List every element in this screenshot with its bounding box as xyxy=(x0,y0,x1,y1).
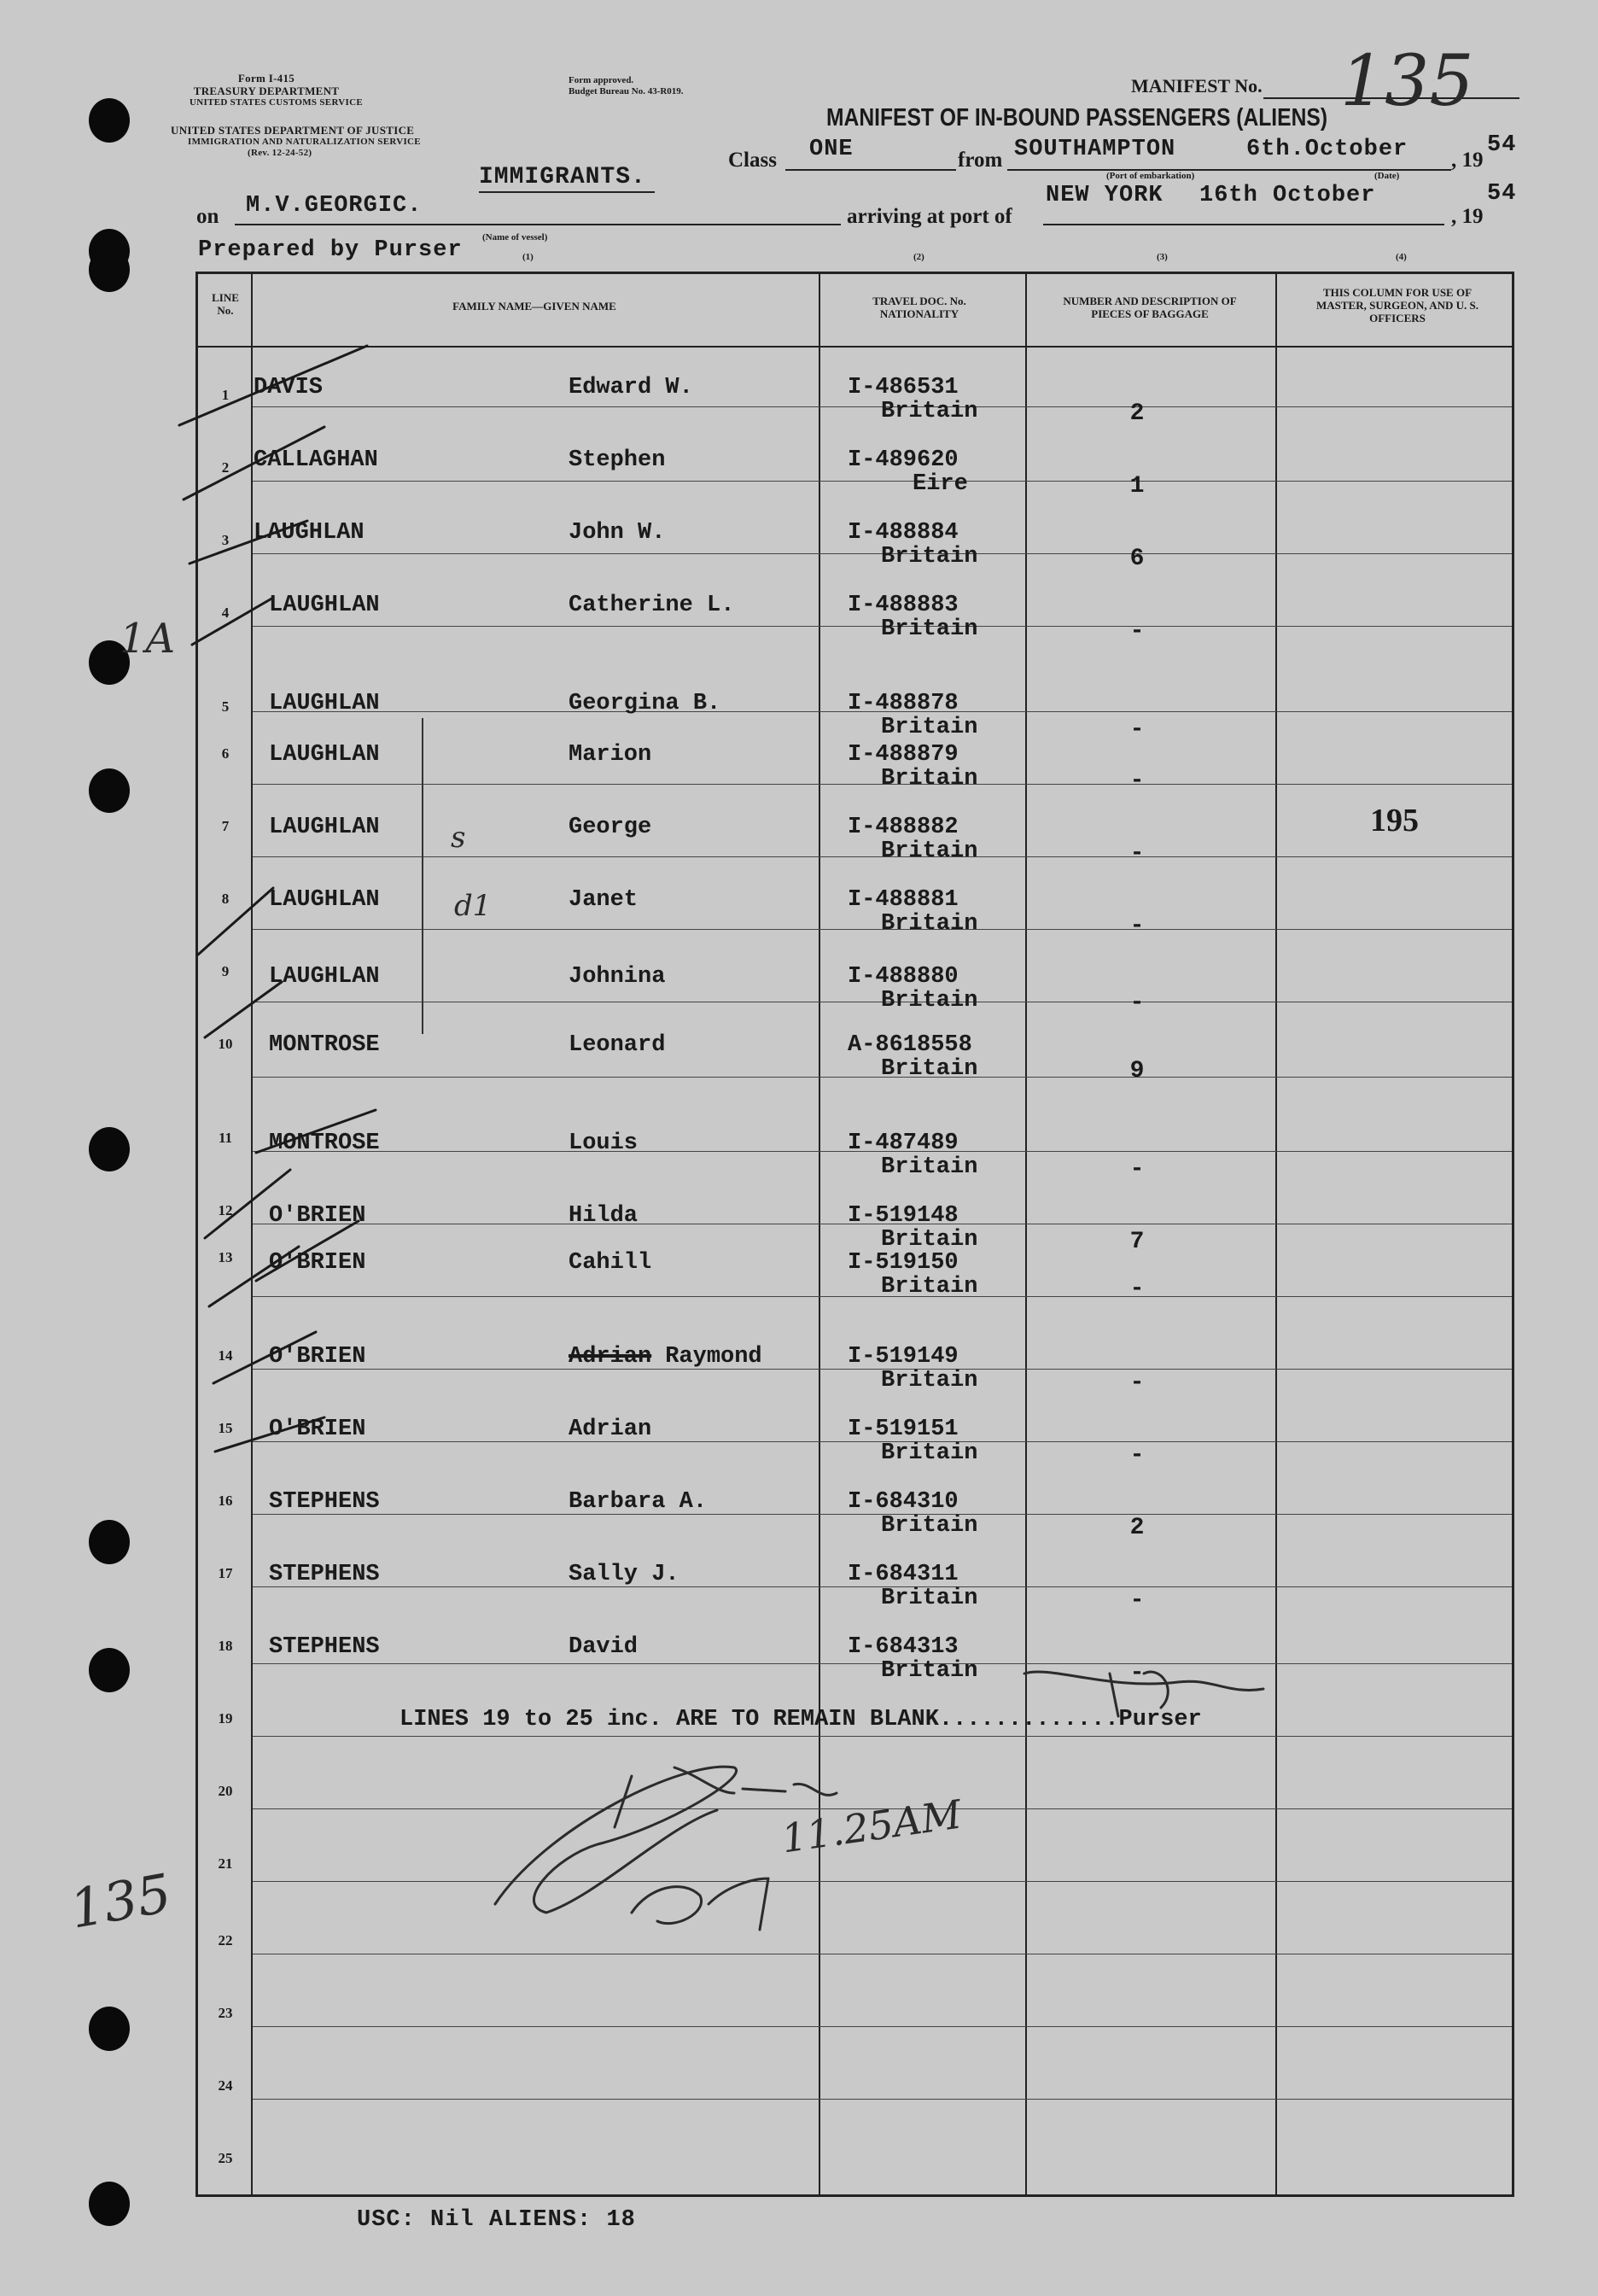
form-revision: (Rev. 12-24-52) xyxy=(248,148,312,158)
on-label: on xyxy=(196,205,219,228)
header-travel-doc: TRAVEL DOC. No. NATIONALITY xyxy=(872,295,966,320)
binder-hole xyxy=(89,1127,130,1171)
col-no-3: (3) xyxy=(1157,252,1168,262)
baggage-count: - xyxy=(1129,1442,1145,1469)
line-number: 21 xyxy=(218,1855,233,1872)
travel-doc-no: I-489620 xyxy=(848,447,959,473)
travel-doc-no: I-488879 xyxy=(848,742,959,768)
line-number: 6 xyxy=(221,745,230,762)
line-number: 11 xyxy=(218,1130,233,1146)
family-name: DAVIS xyxy=(254,375,324,400)
line-number: 5 xyxy=(221,698,230,715)
family-name: CALLAGHAN xyxy=(254,447,378,473)
given-name: Johnina xyxy=(569,964,666,990)
class-line xyxy=(785,169,956,171)
line-number: 7 xyxy=(221,818,230,834)
approval-block xyxy=(569,75,684,97)
nationality: Britain xyxy=(881,838,978,864)
blank-lines-notice xyxy=(400,1707,1202,1732)
nationality: Britain xyxy=(881,1274,978,1300)
baggage-count: 7 xyxy=(1129,1229,1145,1255)
given-name xyxy=(569,1344,762,1370)
immigrants-label: IMMIGRANTS. xyxy=(479,164,646,190)
nationality: Britain xyxy=(881,1513,978,1539)
family-name: LAUGHLAN xyxy=(254,520,365,546)
class-value: ONE xyxy=(809,137,854,162)
nationality: Britain xyxy=(881,399,978,424)
bracket-mark-d: d1 xyxy=(454,889,492,923)
arrival-year-prefix: , 19 xyxy=(1451,205,1484,228)
binder-hole xyxy=(89,2182,130,2226)
vessel-caption: (Name of vessel) xyxy=(482,232,548,242)
row-rule xyxy=(253,481,1512,482)
line-number: 14 xyxy=(218,1347,233,1364)
travel-doc-no: A-8618558 xyxy=(848,1032,972,1058)
nationality: Britain xyxy=(881,766,978,792)
nationality: Britain xyxy=(881,1658,978,1684)
family-name: LAUGHLAN xyxy=(269,742,380,768)
purser-dots: ............ xyxy=(953,1707,1119,1732)
travel-doc-no: I-488884 xyxy=(848,520,959,546)
travel-doc-no: I-519148 xyxy=(848,1203,959,1229)
vessel-name: M.V.GEORGIC. xyxy=(246,193,423,219)
line-number: 17 xyxy=(218,1565,233,1581)
line-number: 10 xyxy=(218,1036,233,1052)
family-name: MONTROSE xyxy=(269,1032,380,1058)
baggage-count: 6 xyxy=(1129,546,1145,572)
given-name: George xyxy=(569,815,652,840)
nationality: Britain xyxy=(881,544,978,570)
line-number: 22 xyxy=(218,1932,233,1948)
struck-given-name: Adrian xyxy=(569,1344,652,1370)
left-margin-note: 1A xyxy=(120,615,176,663)
line-number: 2 xyxy=(221,459,230,476)
time-stamp-handwritten: 11.25AM xyxy=(779,1791,965,1862)
given-name: Marion xyxy=(569,742,652,768)
row-rule xyxy=(253,1881,1512,1882)
line-number: 12 xyxy=(218,1202,233,1218)
baggage-count: - xyxy=(1129,1587,1145,1614)
line-number: 20 xyxy=(218,1783,233,1799)
line-number: 13 xyxy=(218,1249,233,1265)
family-name: O'BRIEN xyxy=(269,1250,366,1276)
binder-hole xyxy=(89,1648,130,1692)
given-name: Cahill xyxy=(569,1250,652,1276)
given-name: Barbara A. xyxy=(569,1489,708,1515)
nationality: Britain xyxy=(881,1440,978,1466)
left-margin-number: 135 xyxy=(65,1861,176,1941)
family-name: LAUGHLAN xyxy=(269,593,380,618)
vessel-line xyxy=(235,224,841,225)
family-bracket xyxy=(422,718,423,1034)
line-number: 3 xyxy=(221,532,230,548)
binder-hole xyxy=(89,768,130,813)
line-number: 18 xyxy=(218,1638,233,1654)
line-number: 24 xyxy=(218,2077,233,2094)
nationality: Britain xyxy=(881,1586,978,1611)
travel-doc-no: I-684310 xyxy=(848,1489,959,1515)
family-name: LAUGHLAN xyxy=(269,691,380,716)
family-name: LAUGHLAN xyxy=(269,887,380,913)
travel-doc-no: I-488881 xyxy=(848,887,959,913)
nationality: Britain xyxy=(881,616,978,642)
nationality: Eire xyxy=(913,471,968,497)
nationality: Britain xyxy=(881,988,978,1014)
given-name: Hilda xyxy=(569,1203,639,1229)
travel-doc-no: I-519151 xyxy=(848,1417,959,1442)
bracket-mark-s: s xyxy=(451,821,466,855)
form-agency-block xyxy=(190,72,364,108)
row-rule xyxy=(253,2026,1512,2027)
class-label: Class xyxy=(728,149,777,172)
from-port: SOUTHAMPTON xyxy=(1014,137,1176,162)
line-number: 4 xyxy=(221,605,230,621)
col-divider xyxy=(1025,274,1027,2194)
family-name: MONTROSE xyxy=(269,1130,380,1156)
budget-bureau: Budget Bureau No. 43-R019. xyxy=(569,86,684,96)
arriving-label: arriving at port of xyxy=(847,205,1012,228)
col-divider xyxy=(819,274,820,2194)
line-number: 19 xyxy=(218,1710,233,1726)
line-number: 16 xyxy=(218,1493,233,1509)
baggage-count: - xyxy=(1129,618,1145,645)
binder-hole xyxy=(89,98,130,143)
travel-doc-no: I-488880 xyxy=(848,964,959,990)
justice-block xyxy=(171,124,546,159)
given-name: Janet xyxy=(569,887,639,913)
row-rule xyxy=(253,2099,1512,2100)
arrival-year: 54 xyxy=(1487,181,1517,207)
departure-year: 54 xyxy=(1487,132,1517,158)
col-no-1: (1) xyxy=(522,252,534,262)
form-approved: Form approved. xyxy=(569,75,634,85)
travel-doc-no: I-488882 xyxy=(848,815,959,840)
line-number: 8 xyxy=(221,891,230,907)
dept-ins: IMMIGRATION AND NATURALIZATION SERVICE xyxy=(188,137,421,147)
col-divider xyxy=(251,274,253,2194)
family-name: LAUGHLAN xyxy=(269,964,380,990)
manifest-no-handwritten: 135 xyxy=(1340,41,1474,122)
baggage-count: - xyxy=(1129,716,1145,743)
travel-doc-no: I-488883 xyxy=(848,593,959,618)
baggage-count: - xyxy=(1129,990,1145,1016)
family-name: O'BRIEN xyxy=(269,1203,366,1229)
line-number: 15 xyxy=(218,1420,233,1436)
officer-note: 195 xyxy=(1370,803,1419,838)
given-name: Louis xyxy=(569,1130,639,1156)
travel-doc-no: I-519149 xyxy=(848,1344,959,1370)
baggage-count: - xyxy=(1129,1156,1145,1183)
blank-notice-text: LINES 19 to 25 inc. ARE TO REMAIN BLANK. xyxy=(400,1707,954,1732)
travel-doc-no: I-487489 xyxy=(848,1130,959,1156)
baggage-count: 2 xyxy=(1129,400,1145,427)
travel-doc-no: I-684311 xyxy=(848,1562,959,1587)
baggage-count: 2 xyxy=(1129,1515,1145,1541)
nationality: Britain xyxy=(881,1056,978,1082)
manifest-no-label: MANIFEST No. xyxy=(1131,75,1263,96)
baggage-count: - xyxy=(1129,768,1145,794)
given-name: David xyxy=(569,1634,639,1660)
line-number: 25 xyxy=(218,2150,233,2166)
family-name: STEPHENS xyxy=(269,1489,380,1515)
row-rule xyxy=(253,1736,1512,1737)
departure-date: 6th.October xyxy=(1246,137,1408,162)
dept-customs: UNITED STATES CUSTOMS SERVICE xyxy=(190,97,364,108)
travel-doc-no: I-488878 xyxy=(848,691,959,716)
travel-doc-no: I-486531 xyxy=(848,375,959,400)
passenger-table xyxy=(195,272,1514,2197)
header-baggage: NUMBER AND DESCRIPTION OF PIECES OF BAGGAGE xyxy=(1063,295,1237,320)
family-name: O'BRIEN xyxy=(269,1417,366,1442)
dept-justice: UNITED STATES DEPARTMENT OF JUSTICE xyxy=(171,124,415,137)
nationality: Britain xyxy=(881,1227,978,1253)
baggage-count: 9 xyxy=(1129,1058,1145,1084)
nationality: Britain xyxy=(881,715,978,740)
family-name: STEPHENS xyxy=(269,1562,380,1587)
arrival-line xyxy=(1043,224,1444,225)
baggage-count: - xyxy=(1129,1370,1145,1396)
given-name: Catherine L. xyxy=(569,593,735,618)
baggage-count: - xyxy=(1129,1276,1145,1302)
given-name: Georgina B. xyxy=(569,691,721,716)
given-name: Edward W. xyxy=(569,375,693,400)
manifest-title: MANIFEST OF IN-BOUND PASSENGERS (ALIENS) xyxy=(826,104,1328,131)
line-number: 1 xyxy=(221,387,230,403)
from-label: from xyxy=(958,149,1003,172)
arrival-port: NEW YORK xyxy=(1046,183,1164,208)
family-name: O'BRIEN xyxy=(269,1344,366,1370)
family-name: LAUGHLAN xyxy=(269,815,380,840)
footer-summary: USC: Nil ALIENS: 18 xyxy=(357,2207,636,2233)
nationality: Britain xyxy=(881,1154,978,1180)
prepared-by: Prepared by Purser xyxy=(198,237,463,263)
given-name-text: Raymond xyxy=(665,1344,762,1370)
header-name: FAMILY NAME—GIVEN NAME xyxy=(452,300,616,313)
line-number: 23 xyxy=(218,2005,233,2021)
header-officers: THIS COLUMN FOR USE OF MASTER, SURGEON, AND U. S. OFFICERS xyxy=(1316,286,1478,324)
col-no-2: (2) xyxy=(913,252,924,262)
nationality: Britain xyxy=(881,911,978,937)
given-name: Sally J. xyxy=(569,1562,679,1587)
binder-hole xyxy=(89,248,130,292)
baggage-count: - xyxy=(1129,1660,1145,1686)
baggage-count: - xyxy=(1129,840,1145,867)
immigrants-underline xyxy=(479,191,655,193)
given-name: Leonard xyxy=(569,1032,666,1058)
given-name: Stephen xyxy=(569,447,666,473)
family-name: STEPHENS xyxy=(269,1634,380,1660)
col-no-4: (4) xyxy=(1396,252,1407,262)
travel-doc-no: I-684313 xyxy=(848,1634,959,1660)
binder-hole xyxy=(89,1520,130,1564)
arrival-date: 16th October xyxy=(1199,183,1376,208)
baggage-count: - xyxy=(1129,913,1145,939)
baggage-count: 1 xyxy=(1129,473,1145,500)
col-divider xyxy=(1275,274,1277,2194)
line-number: 9 xyxy=(221,963,230,979)
purser-label: Purser xyxy=(1118,1707,1202,1732)
form-number: Form I-415 xyxy=(237,72,295,85)
given-name: Adrian xyxy=(569,1417,652,1442)
nationality: Britain xyxy=(881,1368,978,1393)
header-line-no: LINE No. xyxy=(212,291,239,317)
dept-treasury: TREASURY DEPARTMENT xyxy=(193,85,340,97)
binder-hole xyxy=(89,2007,130,2051)
travel-doc-no: I-519150 xyxy=(848,1250,959,1276)
date-caption: (Date) xyxy=(1374,171,1400,181)
depart-year-prefix: , 19 xyxy=(1451,149,1484,172)
header-divider xyxy=(198,346,1512,348)
given-name: John W. xyxy=(569,520,666,546)
embark-caption: (Port of embarkation) xyxy=(1106,171,1195,181)
